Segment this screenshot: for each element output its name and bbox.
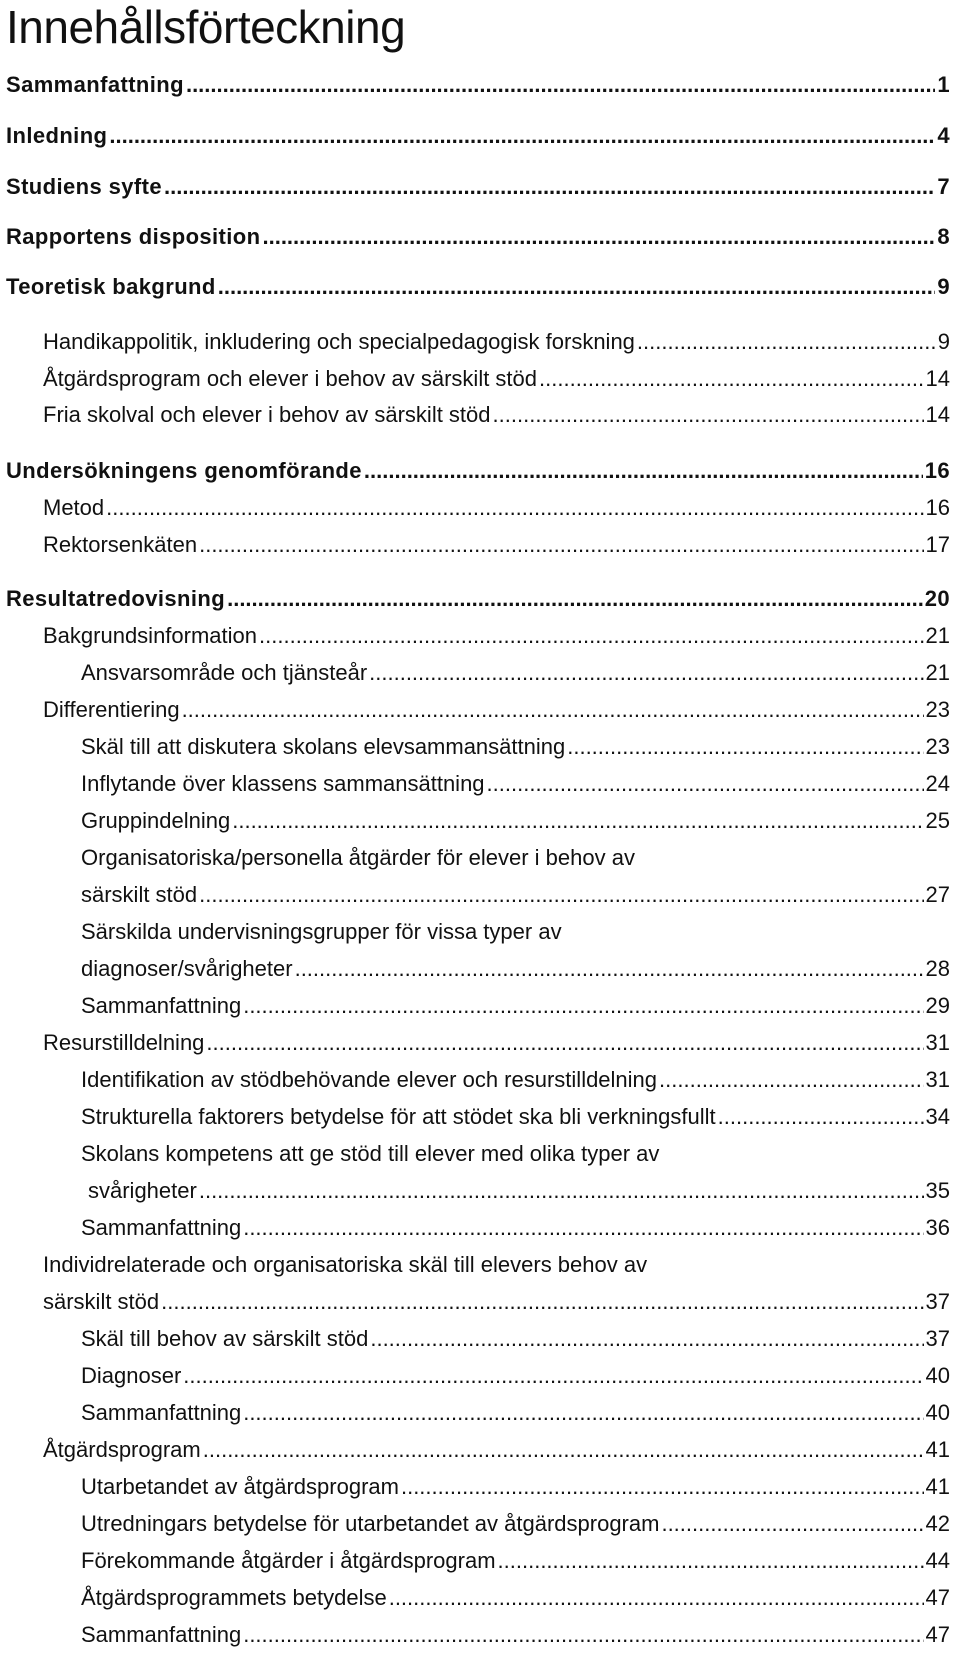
toc-entry-title: Sammanfattning [6, 72, 184, 97]
leader-dots [243, 1213, 923, 1243]
toc-entry-page: 21 [925, 623, 950, 648]
leader-dots [227, 584, 923, 614]
toc-entry[interactable] [6, 584, 950, 614]
toc-entry-page: 37 [925, 1289, 950, 1314]
toc-entry-title: Bakgrundsinformation [43, 623, 258, 648]
leader-dots [659, 1065, 923, 1095]
toc-entry[interactable] [81, 658, 950, 688]
toc-entry-title: Förekommande åtgärder i åtgärdsprogram [81, 1548, 496, 1573]
toc-entry-title: Ansvarsområde och tjänsteår [81, 660, 368, 685]
toc-entry-title: Gruppindelning [81, 808, 231, 833]
toc-entry-page: 14 [925, 402, 950, 427]
toc-entry-title: Individrelaterade och organisatoriska skäl till elevers behov av [43, 1252, 648, 1277]
toc-entry-page: 21 [925, 660, 950, 685]
toc-entry-title: Strukturella faktorers betydelse för att stödet ska bli verkningsfullt [81, 1104, 716, 1129]
leader-dots [243, 1620, 923, 1650]
toc-entry[interactable] [81, 1361, 950, 1391]
toc-entry[interactable] [43, 400, 950, 430]
toc-entry[interactable] [43, 364, 950, 394]
toc-entry-line1[interactable] [81, 843, 950, 873]
toc-entry-page: 31 [925, 1067, 950, 1092]
leader-dots [243, 1398, 923, 1428]
toc-entry-page: 24 [925, 771, 950, 796]
toc-entry-title: Rektorsenkäten [43, 532, 198, 557]
toc-entry-title: Identifikation av stödbehövande elever och resurstilldelning [81, 1067, 658, 1092]
toc-entry-page: 9 [937, 329, 950, 354]
toc-entry-title: Studiens syfte [6, 174, 162, 199]
leader-dots [487, 769, 924, 799]
leader-dots [161, 1287, 923, 1317]
leader-dots [182, 695, 924, 725]
toc-entry-page: 27 [925, 882, 950, 907]
toc-heading: Innehållsförteckning [6, 1, 406, 53]
leader-dots [106, 493, 923, 523]
toc-entry[interactable] [81, 732, 950, 762]
toc-entry[interactable] [6, 222, 950, 252]
leader-dots [206, 1028, 923, 1058]
toc-entry-page: 25 [925, 808, 950, 833]
toc-entry[interactable] [81, 769, 950, 799]
toc-entry-page: 20 [924, 586, 950, 611]
toc-entry-page: 14 [925, 366, 950, 391]
toc-entry[interactable] [81, 954, 950, 984]
leader-dots [295, 954, 924, 984]
toc-entry-line1[interactable] [81, 917, 950, 947]
toc-entry-title: Sammanfattning [81, 1400, 242, 1425]
toc-entry-page: 23 [925, 734, 950, 759]
leader-dots [243, 991, 923, 1021]
toc-entry[interactable] [81, 1509, 950, 1539]
toc-entry-title: diagnoser/svårigheter [81, 956, 293, 981]
toc-entry-page: 35 [925, 1178, 950, 1203]
leader-dots [718, 1102, 924, 1132]
toc-entry[interactable] [6, 456, 950, 486]
toc-entry[interactable] [6, 172, 950, 202]
toc-entry-title: Skäl till behov av särskilt stöd [81, 1326, 369, 1351]
toc-entry[interactable] [81, 1102, 950, 1132]
toc-entry[interactable] [81, 991, 950, 1021]
toc-entry[interactable] [81, 1213, 950, 1243]
leader-dots [567, 732, 923, 762]
toc-entry-page: 41 [925, 1474, 950, 1499]
toc-entry-page: 47 [925, 1585, 950, 1610]
leader-dots [183, 1361, 923, 1391]
toc-entry-title: Sammanfattning [81, 1215, 242, 1240]
toc-entry-title: särskilt stöd [43, 1289, 160, 1314]
leader-dots [401, 1472, 924, 1502]
toc-entry[interactable] [81, 806, 950, 836]
leader-dots [199, 880, 923, 910]
leader-dots [232, 806, 923, 836]
leader-dots [493, 400, 924, 430]
toc-entry[interactable] [43, 1028, 950, 1058]
toc-entry-page: 9 [937, 274, 950, 299]
toc-entry[interactable] [6, 121, 950, 151]
toc-entry[interactable] [43, 530, 950, 560]
leader-dots [364, 456, 923, 486]
toc-entry-page: 7 [937, 174, 950, 199]
toc-entry[interactable] [81, 1398, 950, 1428]
toc-entry-title: Fria skolval och elever i behov av särskilt stöd [43, 402, 491, 427]
toc-entry-title: Skolans kompetens att ge stöd till elever med olika typer av [81, 1141, 660, 1166]
toc-entry-page: 40 [925, 1400, 950, 1425]
toc-entry[interactable] [43, 695, 950, 725]
toc-entry-line1[interactable] [43, 1250, 950, 1280]
leader-dots [498, 1546, 924, 1576]
toc-entry-title: Diagnoser [81, 1363, 182, 1388]
toc-entry-page: 47 [925, 1622, 950, 1647]
toc-entry-page: 17 [925, 532, 950, 557]
toc-entry[interactable] [43, 327, 950, 357]
toc-entry-page: 16 [925, 495, 950, 520]
toc-entry-page: 31 [925, 1030, 950, 1055]
toc-entry-title: Inflytande över klassens sammansättning [81, 771, 485, 796]
toc-entry-page: 36 [925, 1215, 950, 1240]
toc-entry-title: Handikappolitik, inkludering och specialpedagogisk forskning [43, 329, 635, 354]
leader-dots [199, 530, 923, 560]
toc-entry-page: 44 [925, 1548, 950, 1573]
toc-entry-page: 37 [925, 1326, 950, 1351]
toc-entry-title: Inledning [6, 123, 108, 148]
toc-entry-title: Åtgärdsprogram och elever i behov av särskilt stöd [43, 366, 538, 391]
leader-dots [186, 70, 935, 100]
toc-entry[interactable] [43, 1287, 950, 1317]
toc-entry-title: Sammanfattning [81, 993, 242, 1018]
toc-entry-page: 16 [924, 458, 950, 483]
leader-dots [259, 621, 924, 651]
toc-entry[interactable] [81, 1546, 950, 1576]
toc-entry[interactable] [43, 621, 950, 651]
leader-dots [203, 1435, 924, 1465]
toc-entry-page: 8 [937, 224, 950, 249]
toc-entry-page: 23 [925, 697, 950, 722]
toc-entry-title: Resultatredovisning [6, 586, 226, 611]
toc-entry-title: Skäl till att diskutera skolans elevsammansättning [81, 734, 566, 759]
toc-entry-title: svårigheter [88, 1178, 197, 1203]
toc-entry-title: Åtgärdsprogrammets betydelse [81, 1585, 387, 1610]
toc-entry-page: 42 [925, 1511, 950, 1536]
toc-entry[interactable] [6, 70, 950, 100]
toc-entry[interactable] [81, 880, 950, 910]
toc-entry[interactable] [43, 493, 950, 523]
toc-entry-page: 1 [937, 72, 950, 97]
toc-entry[interactable] [6, 272, 950, 302]
leader-dots [199, 1176, 924, 1206]
toc-entry-title: Utarbetandet av åtgärdsprogram [81, 1474, 399, 1499]
toc-entry-title: särskilt stöd [81, 882, 198, 907]
toc-entry-title: Teoretisk bakgrund [6, 274, 216, 299]
toc-entry-line1[interactable] [81, 1139, 950, 1169]
toc-entry-title: Rapportens disposition [6, 224, 261, 249]
leader-dots [370, 1324, 923, 1354]
toc-entry[interactable] [43, 1435, 950, 1465]
toc-entry[interactable] [81, 1472, 950, 1502]
toc-entry[interactable] [88, 1176, 950, 1206]
toc-entry-title: Särskilda undervisningsgrupper för vissa typer av [81, 919, 562, 944]
toc-entry-title: Metod [43, 495, 105, 520]
toc-entry-page: 40 [925, 1363, 950, 1388]
leader-dots [164, 172, 935, 202]
toc-entry-page: 41 [925, 1437, 950, 1462]
leader-dots [109, 121, 935, 151]
toc-entry[interactable] [81, 1324, 950, 1354]
leader-dots [389, 1583, 924, 1613]
toc-entry-page: 28 [925, 956, 950, 981]
toc-entry[interactable] [81, 1583, 950, 1613]
leader-dots [661, 1509, 923, 1539]
toc-entry[interactable] [81, 1065, 950, 1095]
toc-entry-page: 4 [937, 123, 950, 148]
toc-entry-title: Utredningars betydelse för utarbetandet av åtgärdsprogram [81, 1511, 660, 1536]
toc-entry-title: Sammanfattning [81, 1622, 242, 1647]
toc-entry-title: Organisatoriska/personella åtgärder för elever i behov av [81, 845, 635, 870]
toc-entry-title: Åtgärdsprogram [43, 1437, 201, 1462]
leader-dots [218, 272, 936, 302]
leader-dots [262, 222, 935, 252]
toc-entry-title: Differentiering [43, 697, 180, 722]
toc-entry-title: Resurstilldelning [43, 1030, 205, 1055]
toc-entry-page: 29 [925, 993, 950, 1018]
toc-entry[interactable] [81, 1620, 950, 1650]
toc-entry-page: 34 [925, 1104, 950, 1129]
leader-dots [369, 658, 923, 688]
leader-dots [539, 364, 924, 394]
toc-entry-title: Undersökningens genomförande [6, 458, 362, 483]
leader-dots [637, 327, 936, 357]
